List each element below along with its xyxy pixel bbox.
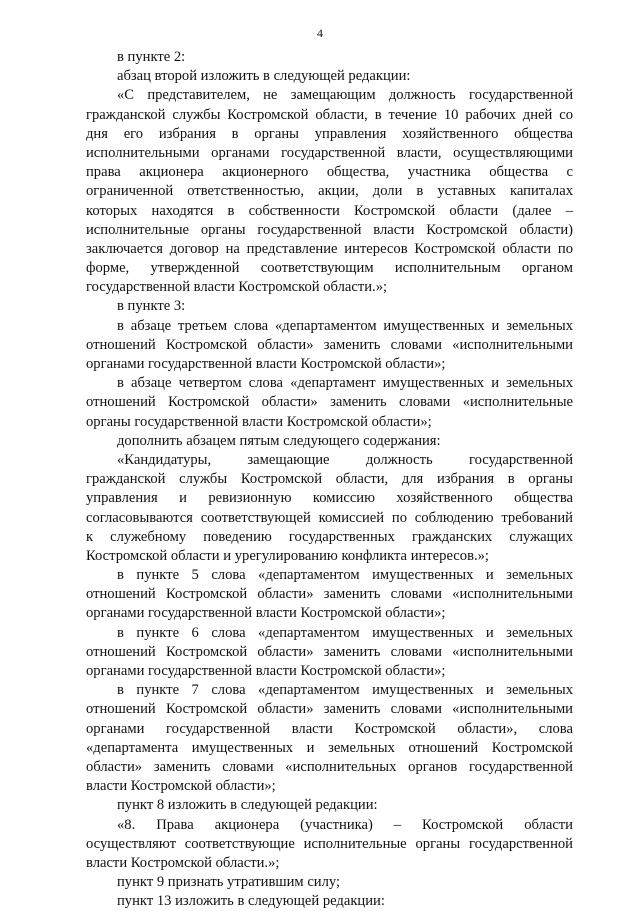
text-line: пункт 8 изложить в следующей редакции:	[117, 797, 378, 814]
text-line: осуществляют соответствующие исполнительные органы государственной	[86, 835, 573, 852]
text-line: в пункте 7 слова «департаментом имущественных и земельных	[117, 682, 573, 699]
text-line: отношений Костромской области» заменить словами «исполнительными	[86, 643, 573, 660]
text-line: пункт 9 признать утратившим силу;	[117, 874, 341, 891]
text-line: управления и ревизионную комиссию хозяйственного общества	[86, 490, 573, 507]
text-line: «Кандидатуры, замещающие должность государственной	[117, 451, 573, 468]
text-line: исполнительные органы государственной власти Костромской области)	[86, 221, 573, 238]
text-line: государственной власти Костромской области.»;	[86, 279, 388, 296]
text-line: органами государственной власти Костромской области»;	[86, 356, 446, 372]
document-body	[86, 48, 573, 911]
text-line: дня его избрания в органы управления хозяйственного общества	[86, 125, 573, 142]
text-line: области» заменить словами «исполнительных органов государственной	[86, 758, 573, 775]
text-line: власти Костромской области»;	[86, 778, 276, 795]
text-line: органами государственной власти Костромской области»;	[86, 605, 446, 622]
text-line: согласовываются соответствующей комиссией по соблюдению требований	[86, 509, 573, 526]
text-line: отношений Костромской области» заменить словами «исполнительные	[86, 394, 573, 411]
page-number: 4	[317, 26, 323, 40]
text-line: отношений Костромской области» заменить словами «исполнительными	[86, 336, 573, 353]
text-line: исполнительными органами государственной власти, осуществляющими	[86, 144, 573, 161]
text-line: «8. Права акционера (участника) – Костромской области	[117, 816, 573, 833]
text-line: органами государственной власти Костромской области»;	[86, 663, 446, 679]
text-line: Костромской области и урегулированию конфликта интересов.»;	[86, 547, 489, 564]
text-line: абзац второй изложить в следующей редакции:	[117, 68, 411, 85]
text-line: в пункте 3:	[117, 298, 186, 315]
text-line: органы государственной власти Костромской области»;	[86, 413, 432, 430]
text-line: гражданской службы Костромской области, для избрания в органы	[86, 471, 573, 488]
text-line: в пункте 6 слова «департаментом имущественных и земельных	[117, 624, 573, 641]
text-line: «департамента имущественных и земельных отношений Костромской	[86, 739, 573, 756]
text-line: ограниченной ответственностью, акции, доли в уставных капиталах	[86, 183, 573, 200]
text-line: «С представителем, не замещающим должность государственной	[117, 87, 573, 104]
text-line: дополнить абзацем пятым следующего содержания:	[117, 432, 441, 449]
text-line: в пункте 5 слова «департаментом имущественных и земельных	[117, 567, 573, 584]
text-line: к служебному поведению государственных гражданских служащих	[86, 528, 573, 545]
text-line: в абзаце четвертом слова «департамент имущественных и земельных	[117, 375, 573, 392]
text-line: пункт 13 изложить в следующей редакции:	[117, 893, 385, 910]
text-line: которых находятся в собственности Костромской области (далее –	[86, 202, 573, 219]
text-line: права акционера акционерного общества, участника общества с	[86, 164, 573, 181]
text-line: форме, утвержденной соответствующим исполнительным органом	[86, 260, 573, 277]
text-line: отношений Костромской области» заменить словами «исполнительными	[86, 586, 573, 603]
text-line: органами государственной власти Костромской области», слова	[86, 720, 573, 737]
text-line: в пункте 2:	[117, 49, 186, 65]
text-line: заключается договор на представление интересов Костромской области по	[86, 240, 573, 257]
text-line: в абзаце третьем слова «департаментом имущественных и земельных	[117, 317, 573, 334]
text-line: гражданской службы Костромской области, в течение 10 рабочих дней со	[86, 106, 573, 123]
text-line: отношений Костромской области» заменить словами «исполнительными	[86, 701, 573, 718]
text-line: власти Костромской области.»;	[86, 854, 280, 871]
